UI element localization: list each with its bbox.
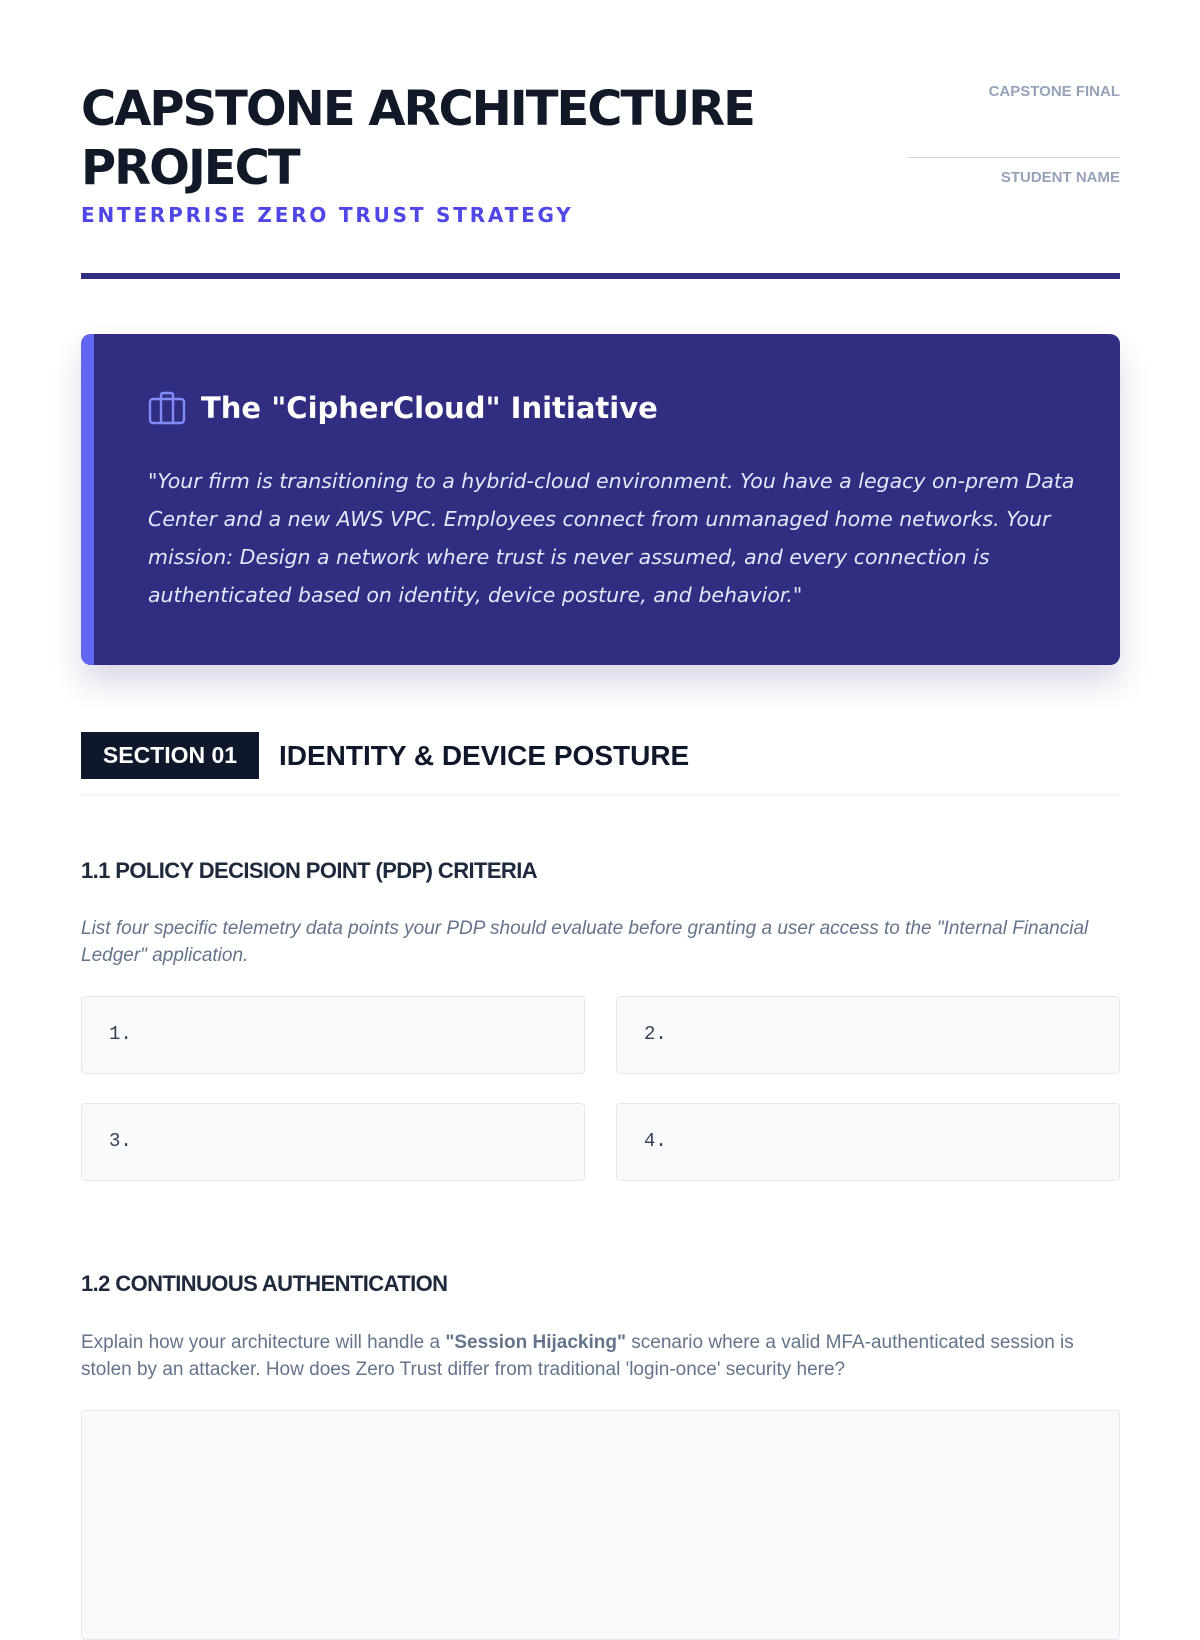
section-badge: SECTION 01 [81, 732, 259, 779]
section-title: IDENTITY & DEVICE POSTURE [279, 740, 690, 771]
worksheet-page [81, 0, 1120, 1380]
subsection-1-2-title: 1.2 CONTINUOUS AUTHENTICATION [81, 1271, 448, 1296]
scenario-header [148, 390, 658, 426]
subsection-1-1-title: 1.1 POLICY DECISION POINT (PDP) CRITERIA [81, 858, 537, 883]
header-meta [907, 82, 1120, 188]
student-name-line[interactable] [907, 157, 1120, 158]
subsection-1-2-instructions [81, 1329, 1091, 1383]
student-name-label: STUDENT NAME [1000, 169, 1120, 186]
answer-box-4[interactable]: 4. [616, 1103, 1120, 1181]
header-divider [81, 273, 1120, 279]
section-header [81, 732, 1120, 796]
scenario-body: "Your firm is transitioning to a hybrid-cloud environment. You have a legacy on-prem Data Center and a new AWS VPC. Employees connect from unmanaged home networks. Your mission: Design a network where trust is never assumed, and every connection is authenticated based on identity, device posture, and behavior." [148, 469, 1075, 607]
scenario-card [81, 334, 1120, 665]
capstone-final-label: CAPSTONE FINAL [988, 83, 1120, 100]
answer-box-2[interactable]: 2. [616, 996, 1120, 1074]
instructions-text-before: Explain how your architecture will handle a [81, 1332, 446, 1353]
briefcase-icon [148, 390, 186, 426]
scenario-accent-bar [81, 334, 94, 665]
scenario-title: The "CipherCloud" Initiative [201, 391, 658, 425]
subsection-1-1-instructions: List four specific telemetry data points your PDP should evaluate before granting a user access to the "Internal Financial Ledger" application. [81, 918, 1089, 966]
page-title: CAPSTONE ARCHITECTURE PROJECT [81, 81, 754, 196]
page-subtitle: ENTERPRISE ZERO TRUST STRATEGY [81, 203, 574, 227]
answer-box-3[interactable]: 3. [81, 1103, 585, 1181]
session-hijacking-term: "Session Hijacking" [445, 1332, 626, 1353]
instructions-text-after: scenario where a valid MFA-authenticated session is stolen by an attacker. How does Zero Trust differ from traditional 'login-once' security here? [81, 1332, 1074, 1380]
essay-answer-area[interactable] [81, 1410, 1120, 1640]
page-header [81, 0, 1120, 280]
answer-box-1[interactable]: 1. [81, 996, 585, 1074]
